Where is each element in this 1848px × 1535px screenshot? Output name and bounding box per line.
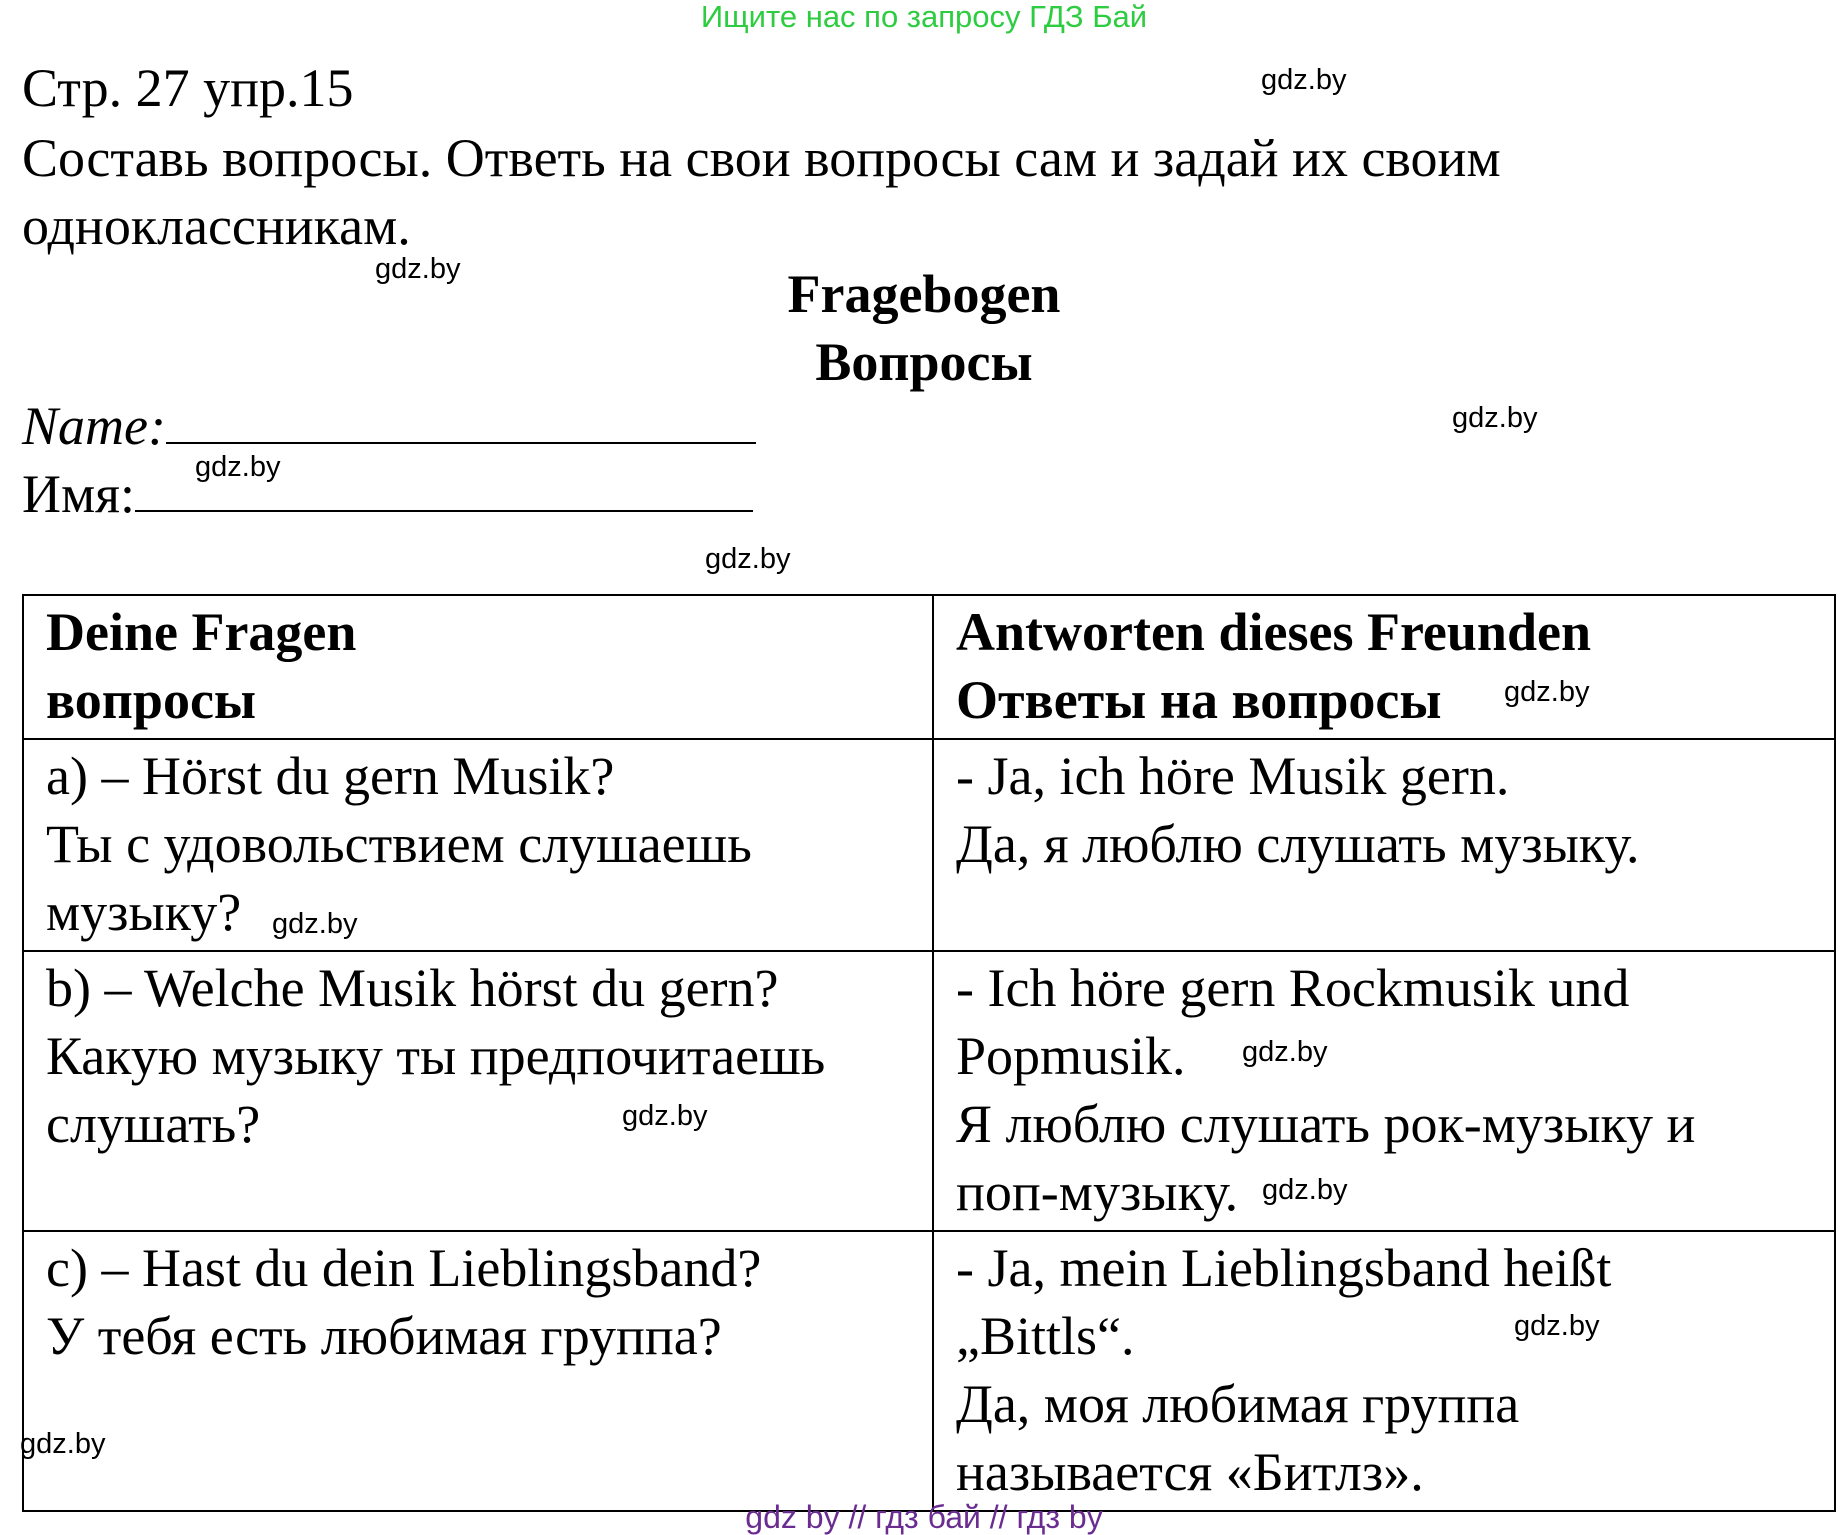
question-text: Ты с удовольствием слушаешь [46, 814, 752, 874]
header-text: Deine Fragen [46, 602, 357, 662]
answer-text: - Ja, mein Lieblingsband heißt [956, 1238, 1612, 1298]
name-label: Name: [22, 396, 166, 456]
question-text: a) – Hörst du gern Musik? [46, 746, 615, 806]
header-answers [933, 595, 1835, 739]
answer-cell [933, 739, 1835, 951]
watermark: gdz.by [20, 1428, 106, 1460]
watermark: gdz.by [272, 908, 358, 940]
name-field-ru [22, 462, 753, 526]
answer-text: - Ja, ich höre Musik gern. [956, 746, 1510, 806]
questionnaire-table [22, 594, 1836, 1512]
watermark: gdz.by [375, 253, 461, 285]
header-questions [23, 595, 933, 739]
question-text: b) – Welche Musik hörst du gern? [46, 958, 779, 1018]
name-field [22, 394, 756, 458]
watermark: gdz.by [1242, 1036, 1328, 1068]
header-text: вопросы [46, 670, 257, 730]
question-cell [23, 739, 933, 951]
table-row [23, 1231, 1835, 1511]
table-row [23, 739, 1835, 951]
watermark: gdz.by [1504, 676, 1590, 708]
question-text: У тебя есть любимая группа? [46, 1306, 722, 1366]
question-text: слушать? [46, 1094, 261, 1154]
table-row [23, 951, 1835, 1231]
name-blank-line [166, 400, 756, 444]
watermark: gdz.by [1262, 1174, 1348, 1206]
task-instruction: Составь вопросы. Ответь на свои вопросы сам и задай их своим одноклассникам. [22, 128, 1501, 256]
answer-cell [933, 951, 1835, 1231]
answer-text: - Ich höre gern Rockmusik und [956, 958, 1630, 1018]
answer-cell [933, 1231, 1835, 1511]
title-russian: Вопросы [815, 332, 1033, 392]
header-text: Ответы на вопросы [956, 670, 1442, 730]
answer-text: Да, моя любимая группа [956, 1374, 1520, 1434]
table-header-row [23, 595, 1835, 739]
watermark: gdz.by [705, 543, 791, 575]
header-text: Antworten dieses Freunden [956, 602, 1592, 662]
watermark: gdz.by [1514, 1310, 1600, 1342]
question-cell [23, 951, 933, 1231]
answer-text: „Bittls“. [956, 1306, 1135, 1366]
name-label-ru: Имя: [22, 464, 136, 524]
question-text: c) – Hast du dein Lieblingsband? [46, 1238, 762, 1298]
watermark: gdz.by [1452, 402, 1538, 434]
bottom-banner: gdz by // гдз бай // гдз by [745, 1499, 1103, 1535]
answer-text: называется «Битлз». [956, 1442, 1424, 1502]
watermark: gdz.by [1261, 64, 1347, 96]
watermark: gdz.by [622, 1100, 708, 1132]
title-german: Fragebogen [787, 264, 1061, 324]
answer-text: Да, я люблю слушать музыку. [956, 814, 1640, 874]
answer-text: Popmusik. [956, 1026, 1186, 1086]
answer-text: Я люблю слушать рок-музыку и [956, 1094, 1696, 1154]
answer-text: поп-музыку. [956, 1162, 1239, 1222]
question-cell [20, 1231, 933, 1511]
question-text: музыку? [46, 882, 242, 942]
page-reference: Стр. 27 упр.15 [22, 58, 354, 118]
watermark: gdz.by [195, 451, 281, 483]
question-text: Какую музыку ты предпочитаешь [46, 1026, 826, 1086]
top-banner: Ищите нас по запросу ГДЗ Бай [700, 0, 1148, 34]
